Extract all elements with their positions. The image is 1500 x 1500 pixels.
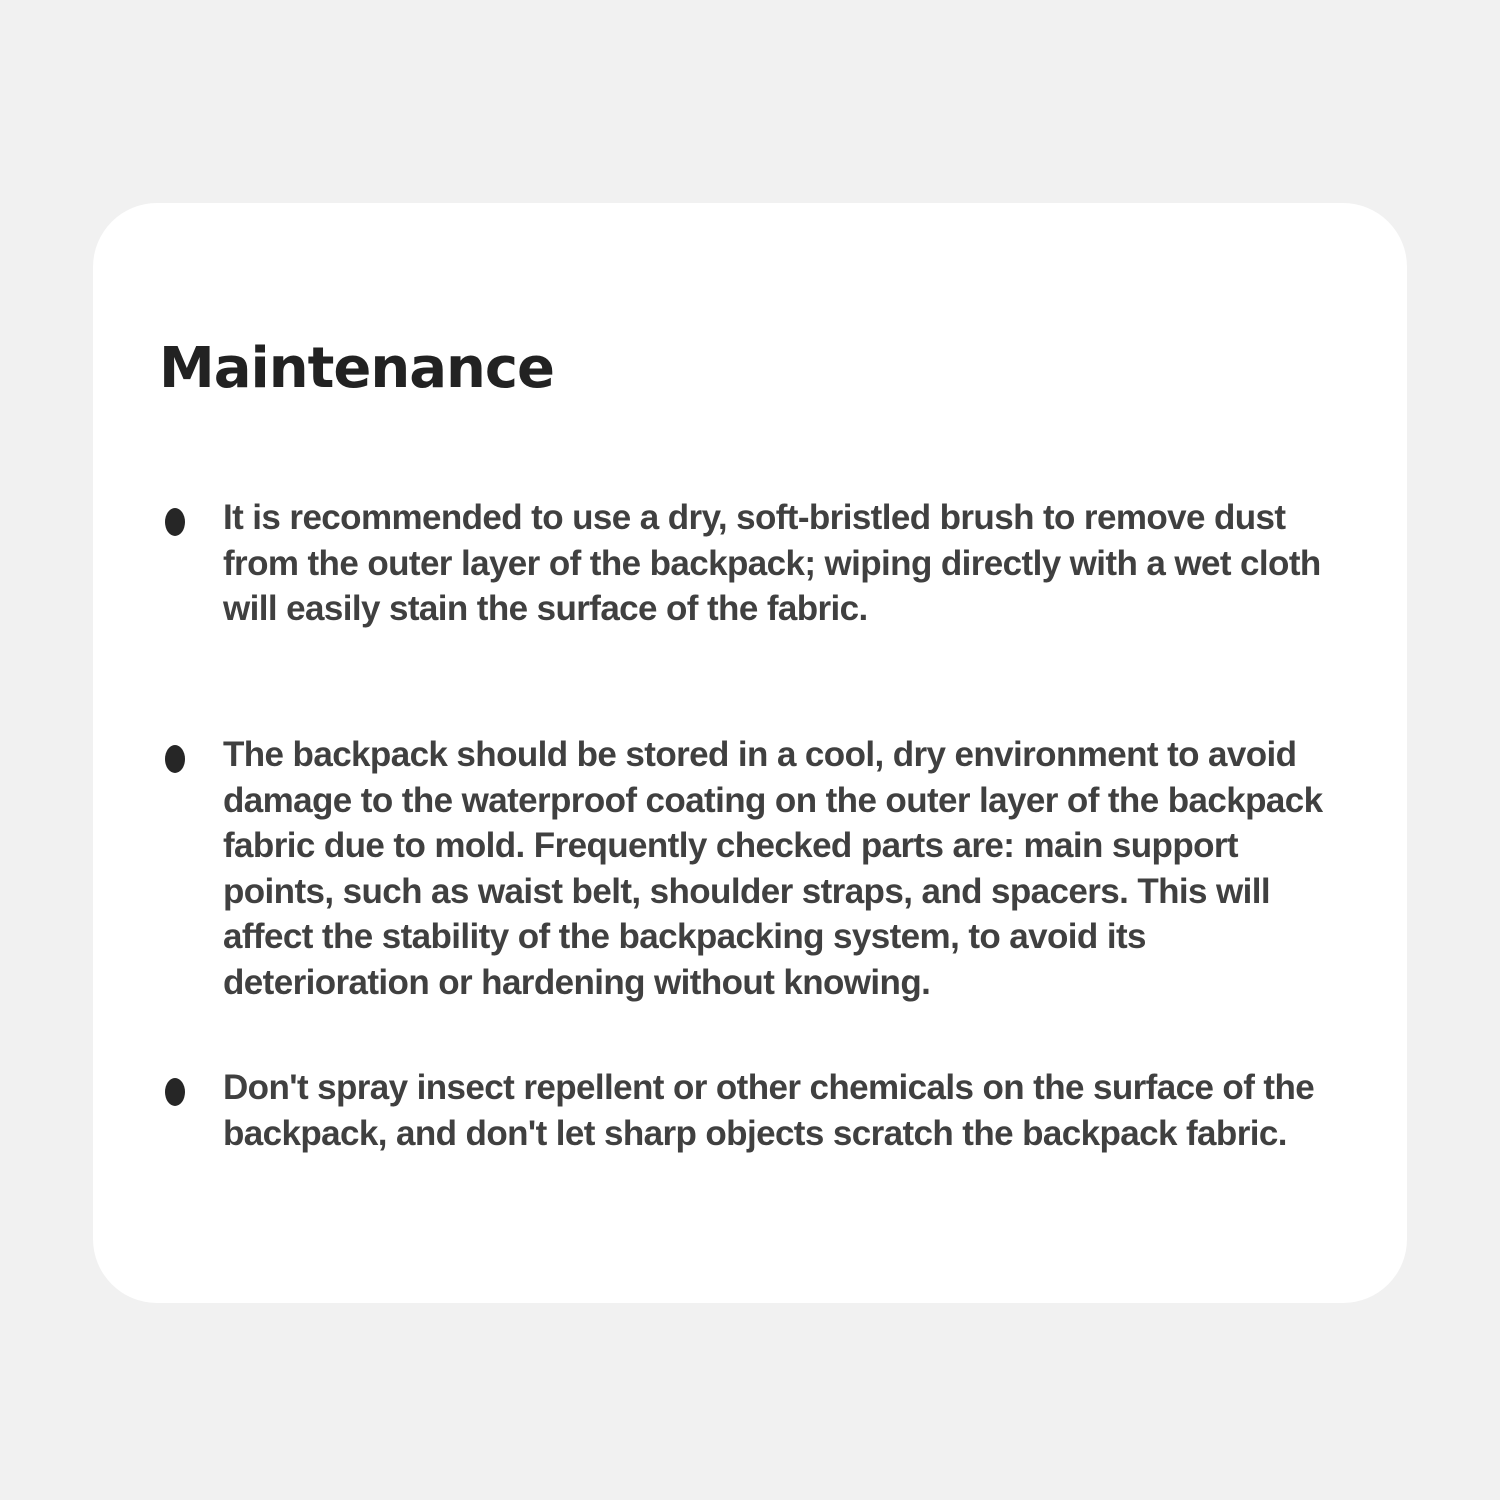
list-item-text: The backpack should be stored in a cool, dry environment to avoid damage to the waterproof coating on the outer layer of the backpack fabric due to mold. Frequently checked parts are: main support points, such as waist belt, shoulder straps, and spacers. This will affect the stability of the backpacking system, to avoid its deterioration or hardening without knowing. xyxy=(223,735,1323,1002)
bullet-icon xyxy=(165,1078,185,1106)
list-item-text: Don't spray insect repellent or other chemicals on the surface of the backpack, and don't let sharp objects scratch the backpack fabric. xyxy=(223,1068,1315,1153)
bullet-icon xyxy=(165,745,185,773)
list-item-text: It is recommended to use a dry, soft-bristled brush to remove dust from the outer layer of the backpack; wiping directly with a wet cloth will easily stain the surface of the fabric. xyxy=(223,498,1321,628)
bullet-icon xyxy=(165,508,185,536)
page-title: Maintenance xyxy=(159,336,555,401)
maintenance-card xyxy=(93,203,1407,1303)
